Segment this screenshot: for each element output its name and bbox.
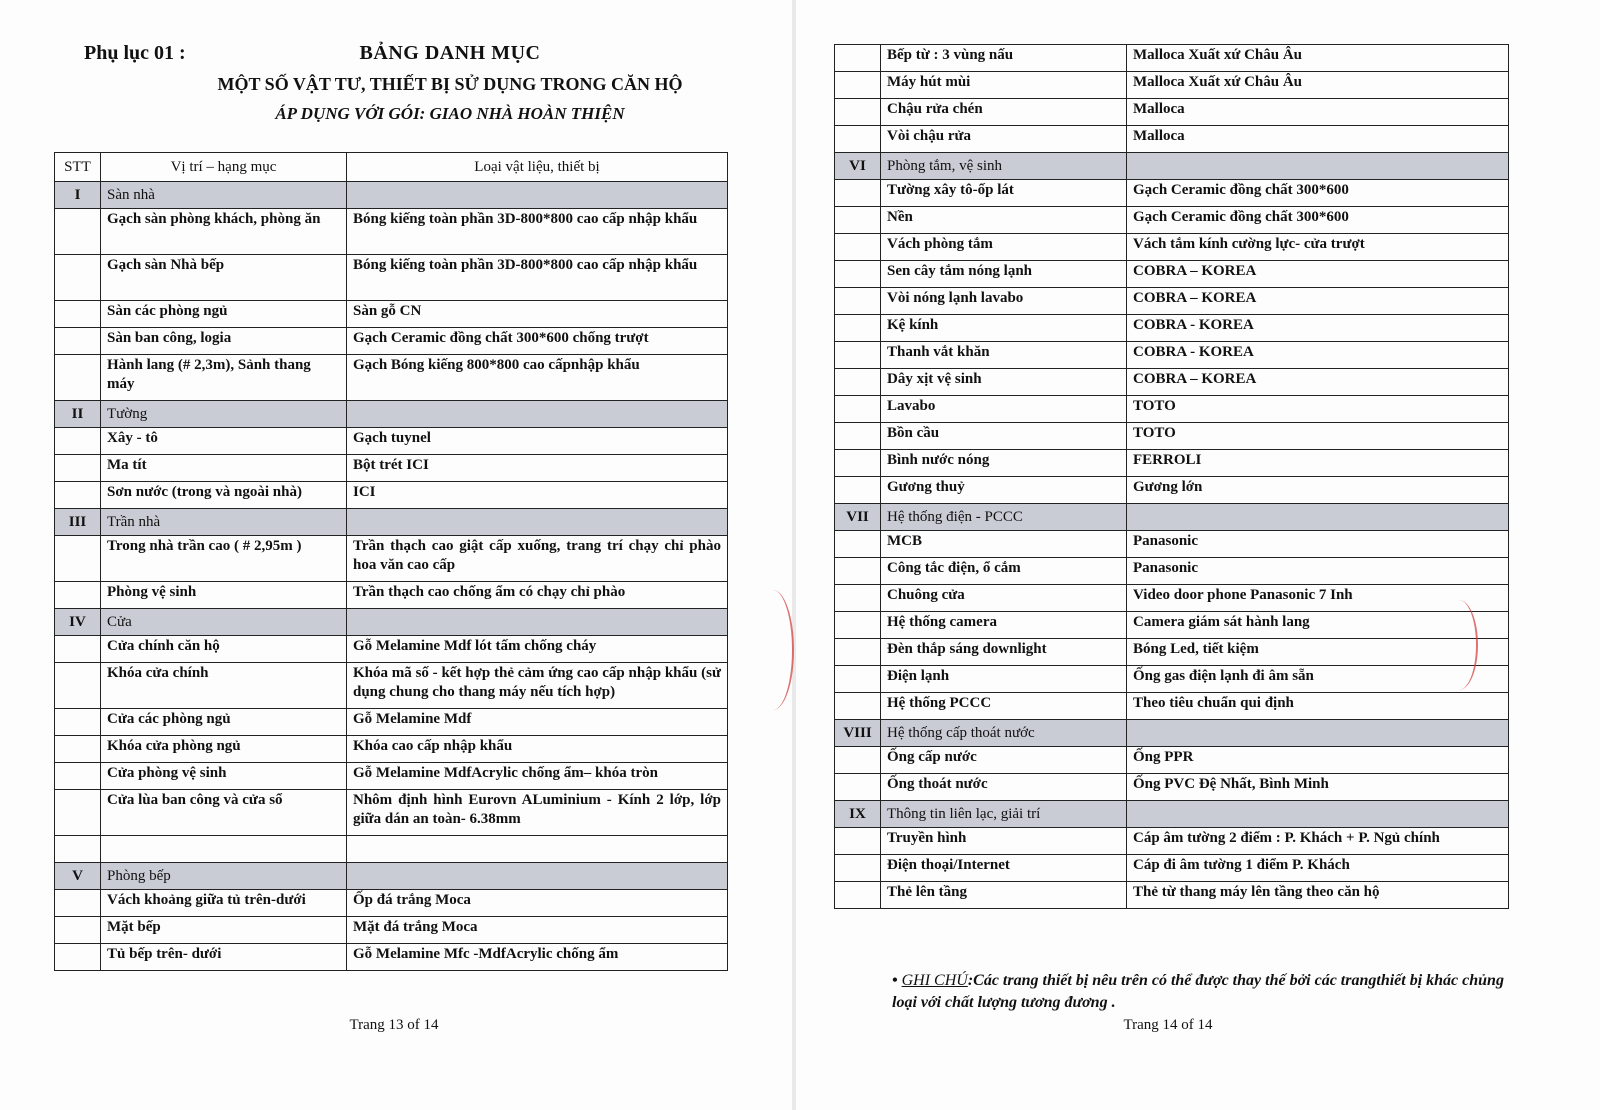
table-row — [835, 639, 1509, 666]
table-row — [55, 328, 728, 355]
row-stt — [55, 790, 101, 836]
row-material: Cáp đi âm tường 1 điểm P. Khách — [1127, 855, 1509, 882]
row-material: Malloca — [1127, 126, 1509, 153]
row-material: COBRA - KOREA — [1127, 342, 1509, 369]
section-row — [835, 504, 1509, 531]
note-bullet-icon: • — [892, 972, 898, 989]
table-row — [55, 736, 728, 763]
table-row — [835, 693, 1509, 720]
row-location — [101, 836, 347, 863]
table-row — [835, 126, 1509, 153]
section-empty — [1127, 801, 1509, 828]
page-number-13: Trang 13 of 14 — [349, 1017, 439, 1033]
row-location: Cửa phòng vệ sinh — [101, 763, 347, 790]
table-row — [835, 288, 1509, 315]
row-material: Gạch Ceramic đồng chất 300*600 chống trượt — [347, 328, 728, 355]
section-name: Hệ thống điện - PCCC — [881, 504, 1127, 531]
row-location: Vách khoảng giữa tủ trên-dưới — [101, 890, 347, 917]
table-row — [55, 355, 728, 401]
row-material: Ống gas điện lạnh đi âm sẵn — [1127, 666, 1509, 693]
table-row — [835, 99, 1509, 126]
row-location: Gương thuỷ — [881, 477, 1127, 504]
row-material: Khóa mã số - kết hợp thẻ cảm ứng cao cấp nhập khẩu (sử dụng chung cho thang máy nếu tích hợp) — [347, 663, 728, 709]
annex-label: Phụ lục 01 : — [84, 42, 186, 64]
row-location: Hệ thống camera — [881, 612, 1127, 639]
document-title: BẢNG DANH MỤC — [359, 42, 541, 64]
table-row — [55, 428, 728, 455]
materials-table-right — [834, 44, 1509, 909]
row-material: Sàn gỗ CN — [347, 301, 728, 328]
row-stt — [835, 423, 881, 450]
section-row — [55, 182, 728, 209]
section-stt: IX — [835, 801, 881, 828]
row-location: Công tắc điện, ổ cắm — [881, 558, 1127, 585]
row-location: Truyền hình — [881, 828, 1127, 855]
row-stt — [835, 126, 881, 153]
header-material: Loại vật liệu, thiết bị — [347, 153, 728, 182]
row-location: Vòi chậu rửa — [881, 126, 1127, 153]
row-stt — [835, 693, 881, 720]
row-location: Chuông cửa — [881, 585, 1127, 612]
row-location: Kệ kính — [881, 315, 1127, 342]
section-empty — [1127, 504, 1509, 531]
row-location: Bình nước nóng — [881, 450, 1127, 477]
section-empty — [1127, 720, 1509, 747]
row-material: COBRA – KOREA — [1127, 288, 1509, 315]
row-location: Cửa lùa ban công và cửa sổ — [101, 790, 347, 836]
table-row — [835, 261, 1509, 288]
table-row — [55, 482, 728, 509]
row-location: Dây xịt vệ sinh — [881, 369, 1127, 396]
page-number-14: Trang 14 of 14 — [1123, 1017, 1213, 1033]
table-row — [55, 455, 728, 482]
row-location: Bồn cầu — [881, 423, 1127, 450]
row-location: Sơn nước (trong và ngoài nhà) — [101, 482, 347, 509]
section-row — [835, 801, 1509, 828]
table-row — [55, 836, 728, 863]
row-location: Phòng vệ sinh — [101, 582, 347, 609]
row-location: Sàn ban công, logia — [101, 328, 347, 355]
table-row — [835, 45, 1509, 72]
note — [892, 970, 1512, 1014]
row-material: Malloca — [1127, 99, 1509, 126]
table-row — [55, 301, 728, 328]
page-right — [796, 0, 1600, 1110]
table-row — [835, 747, 1509, 774]
table-row — [835, 423, 1509, 450]
section-name: Trần nhà — [101, 509, 347, 536]
section-name: Phòng tắm, vệ sinh — [881, 153, 1127, 180]
row-location: Bếp từ : 3 vùng nấu — [881, 45, 1127, 72]
row-stt — [835, 558, 881, 585]
section-row — [835, 720, 1509, 747]
row-location: Đèn thắp sáng downlight — [881, 639, 1127, 666]
row-stt — [55, 890, 101, 917]
section-stt: III — [55, 509, 101, 536]
table-row — [55, 209, 728, 255]
row-location: Hành lang (# 2,3m), Sảnh thang máy — [101, 355, 347, 401]
row-location: Sàn các phòng ngủ — [101, 301, 347, 328]
row-material: Vách tắm kính cường lực- cửa trượt — [1127, 234, 1509, 261]
row-stt — [55, 209, 101, 255]
row-material: Bóng kiếng toàn phần 3D-800*800 cao cấp nhập khẩu — [347, 209, 728, 255]
row-stt — [835, 774, 881, 801]
row-material: Ống PPR — [1127, 747, 1509, 774]
section-empty — [347, 182, 728, 209]
row-location: Khóa cửa chính — [101, 663, 347, 709]
table-row — [835, 855, 1509, 882]
row-material: Gỗ Melamine MdfAcrylic chống ẩm– khóa tròn — [347, 763, 728, 790]
row-location: Điện thoại/Internet — [881, 855, 1127, 882]
section-stt: IV — [55, 609, 101, 636]
header-location: Vị trí – hạng mục — [101, 153, 347, 182]
row-stt — [55, 736, 101, 763]
row-material: Ống PVC Đệ Nhất, Bình Minh — [1127, 774, 1509, 801]
row-stt — [55, 836, 101, 863]
table-row — [835, 666, 1509, 693]
row-material: COBRA – KOREA — [1127, 369, 1509, 396]
row-stt — [55, 944, 101, 971]
table-header-row — [55, 153, 728, 182]
row-stt — [835, 747, 881, 774]
table-row — [835, 612, 1509, 639]
row-stt — [835, 342, 881, 369]
note-text: :Các trang thiết bị nêu trên có thể được thay thế bởi các trangthiết bị khác chủng loại với chất lượng tương đương . — [892, 972, 1504, 1011]
table-row — [55, 763, 728, 790]
table-row — [55, 790, 728, 836]
row-material: Gạch Bóng kiếng 800*800 cao cấpnhập khẩu — [347, 355, 728, 401]
table-row — [55, 709, 728, 736]
row-material: Trần thạch cao giật cấp xuống, trang trí chạy chỉ phào hoa văn cao cấp — [347, 536, 728, 582]
table-row — [835, 369, 1509, 396]
row-material: Thẻ từ thang máy lên tầng theo căn hộ — [1127, 882, 1509, 909]
row-stt — [835, 828, 881, 855]
row-stt — [835, 315, 881, 342]
row-material: Panasonic — [1127, 531, 1509, 558]
row-material: Camera giám sát hành lang — [1127, 612, 1509, 639]
table-row — [835, 882, 1509, 909]
row-stt — [55, 328, 101, 355]
table-row — [835, 585, 1509, 612]
row-material: Bóng Led, tiết kiệm — [1127, 639, 1509, 666]
row-material: TOTO — [1127, 396, 1509, 423]
row-stt — [835, 261, 881, 288]
table-row — [55, 890, 728, 917]
table-row — [55, 636, 728, 663]
row-material: Panasonic — [1127, 558, 1509, 585]
section-name: Cửa — [101, 609, 347, 636]
row-stt — [55, 663, 101, 709]
table-row — [835, 315, 1509, 342]
row-stt — [835, 207, 881, 234]
row-material: Malloca Xuất xứ Châu Âu — [1127, 45, 1509, 72]
section-empty — [347, 863, 728, 890]
section-row — [55, 509, 728, 536]
row-material: Video door phone Panasonic 7 Inh — [1127, 585, 1509, 612]
row-location: Vòi nóng lạnh lavabo — [881, 288, 1127, 315]
row-material: Gỗ Melamine Mdf lót tấm chống cháy — [347, 636, 728, 663]
table-row — [55, 917, 728, 944]
section-stt: VII — [835, 504, 881, 531]
row-stt — [835, 639, 881, 666]
row-location: Ma tít — [101, 455, 347, 482]
row-material: Gạch Ceramic đồng chất 300*600 — [1127, 180, 1509, 207]
section-empty — [347, 401, 728, 428]
section-stt: V — [55, 863, 101, 890]
row-stt — [835, 180, 881, 207]
row-location: Sen cây tắm nóng lạnh — [881, 261, 1127, 288]
row-location: Tường xây tô-ốp lát — [881, 180, 1127, 207]
row-stt — [835, 72, 881, 99]
section-row — [55, 863, 728, 890]
row-stt — [835, 45, 881, 72]
section-row — [835, 153, 1509, 180]
row-stt — [835, 477, 881, 504]
table-row — [835, 396, 1509, 423]
row-material: Mặt đá trắng Moca — [347, 917, 728, 944]
row-location: Thẻ lên tầng — [881, 882, 1127, 909]
row-material: Gạch tuynel — [347, 428, 728, 455]
row-location: Hệ thống PCCC — [881, 693, 1127, 720]
row-material: COBRA - KOREA — [1127, 315, 1509, 342]
row-material: Gỗ Melamine Mdf — [347, 709, 728, 736]
row-location: Chậu rửa chén — [881, 99, 1127, 126]
row-material: Gỗ Melamine Mfc -MdfAcrylic chống ẩm — [347, 944, 728, 971]
row-stt — [55, 917, 101, 944]
row-stt — [55, 301, 101, 328]
row-material: Theo tiêu chuẩn qui định — [1127, 693, 1509, 720]
row-stt — [55, 482, 101, 509]
row-location: Mặt bếp — [101, 917, 347, 944]
row-stt — [835, 234, 881, 261]
row-material: Trần thạch cao chống ẩm có chạy chỉ phào — [347, 582, 728, 609]
table-row — [835, 828, 1509, 855]
row-stt — [835, 450, 881, 477]
section-empty — [347, 609, 728, 636]
row-material: Gương lớn — [1127, 477, 1509, 504]
row-stt — [835, 369, 881, 396]
row-stt — [55, 355, 101, 401]
row-material: Ốp đá trắng Moca — [347, 890, 728, 917]
row-location: Cửa các phòng ngủ — [101, 709, 347, 736]
row-material: Bóng kiếng toàn phần 3D-800*800 cao cấp nhập khẩu — [347, 255, 728, 301]
section-stt: VIII — [835, 720, 881, 747]
row-stt — [835, 288, 881, 315]
row-location: Thanh vắt khăn — [881, 342, 1127, 369]
row-location: Khóa cửa phòng ngủ — [101, 736, 347, 763]
row-material: TOTO — [1127, 423, 1509, 450]
row-location: MCB — [881, 531, 1127, 558]
row-material: Khóa cao cấp nhập khẩu — [347, 736, 728, 763]
table-row — [55, 536, 728, 582]
section-name: Sàn nhà — [101, 182, 347, 209]
section-name: Thông tin liên lạc, giải trí — [881, 801, 1127, 828]
row-material — [347, 836, 728, 863]
row-location: Gạch sàn Nhà bếp — [101, 255, 347, 301]
row-material: COBRA – KOREA — [1127, 261, 1509, 288]
row-material: Malloca Xuất xứ Châu Âu — [1127, 72, 1509, 99]
table-row — [55, 663, 728, 709]
table-row — [835, 180, 1509, 207]
row-stt — [835, 531, 881, 558]
row-stt — [835, 396, 881, 423]
document-scope: ÁP DỤNG VỚI GÓI: GIAO NHÀ HOÀN THIỆN — [275, 104, 625, 123]
row-material: Cáp âm tường 2 điểm : P. Khách + P. Ngủ chính — [1127, 828, 1509, 855]
row-stt — [835, 666, 881, 693]
row-stt — [55, 255, 101, 301]
seal-stamp-left — [752, 590, 794, 710]
row-material: Bột trét ICI — [347, 455, 728, 482]
table-row — [55, 255, 728, 301]
table-row — [835, 558, 1509, 585]
section-row — [55, 609, 728, 636]
section-stt: VI — [835, 153, 881, 180]
row-material: Gạch Ceramic đồng chất 300*600 — [1127, 207, 1509, 234]
page-left — [0, 0, 794, 1110]
row-material: ICI — [347, 482, 728, 509]
table-row — [55, 944, 728, 971]
row-stt — [835, 99, 881, 126]
section-empty — [1127, 153, 1509, 180]
section-stt: I — [55, 182, 101, 209]
table-row — [835, 477, 1509, 504]
row-stt — [55, 582, 101, 609]
table-row — [835, 774, 1509, 801]
row-location: Máy hút mùi — [881, 72, 1127, 99]
section-stt: II — [55, 401, 101, 428]
row-stt — [55, 636, 101, 663]
row-location: Gạch sàn phòng khách, phòng ăn — [101, 209, 347, 255]
row-stt — [835, 585, 881, 612]
seal-stamp-right — [1440, 600, 1478, 690]
note-label: GHI CHÚ — [901, 972, 968, 989]
row-stt — [835, 612, 881, 639]
row-stt — [55, 428, 101, 455]
row-stt — [55, 763, 101, 790]
row-stt — [835, 855, 881, 882]
materials-table-left — [54, 152, 728, 971]
table-row — [835, 234, 1509, 261]
section-row — [55, 401, 728, 428]
table-row — [55, 582, 728, 609]
row-stt — [835, 882, 881, 909]
document-subtitle: MỘT SỐ VẬT TƯ, THIẾT BỊ SỬ DỤNG TRONG CĂN HỘ — [217, 74, 683, 94]
row-location: Nền — [881, 207, 1127, 234]
row-location: Trong nhà trần cao ( # 2,95m ) — [101, 536, 347, 582]
section-name: Tường — [101, 401, 347, 428]
table-row — [835, 207, 1509, 234]
row-location: Tủ bếp trên- dưới — [101, 944, 347, 971]
row-location: Lavabo — [881, 396, 1127, 423]
row-location: Xây - tô — [101, 428, 347, 455]
header-stt: STT — [55, 153, 101, 182]
section-name: Hệ thống cấp thoát nước — [881, 720, 1127, 747]
row-material: FERROLI — [1127, 450, 1509, 477]
section-name: Phòng bếp — [101, 863, 347, 890]
row-stt — [55, 455, 101, 482]
row-location: Điện lạnh — [881, 666, 1127, 693]
row-location: Vách phòng tắm — [881, 234, 1127, 261]
row-location: Ống cấp nước — [881, 747, 1127, 774]
table-row — [835, 72, 1509, 99]
row-material: Nhôm định hình Eurovn ALuminium - Kính 2 lớp, lớp giữa dán an toàn- 6.38mm — [347, 790, 728, 836]
section-empty — [347, 509, 728, 536]
row-location: Ống thoát nước — [881, 774, 1127, 801]
table-row — [835, 450, 1509, 477]
table-row — [835, 531, 1509, 558]
table-row — [835, 342, 1509, 369]
row-stt — [55, 709, 101, 736]
row-location: Cửa chính căn hộ — [101, 636, 347, 663]
row-stt — [55, 536, 101, 582]
